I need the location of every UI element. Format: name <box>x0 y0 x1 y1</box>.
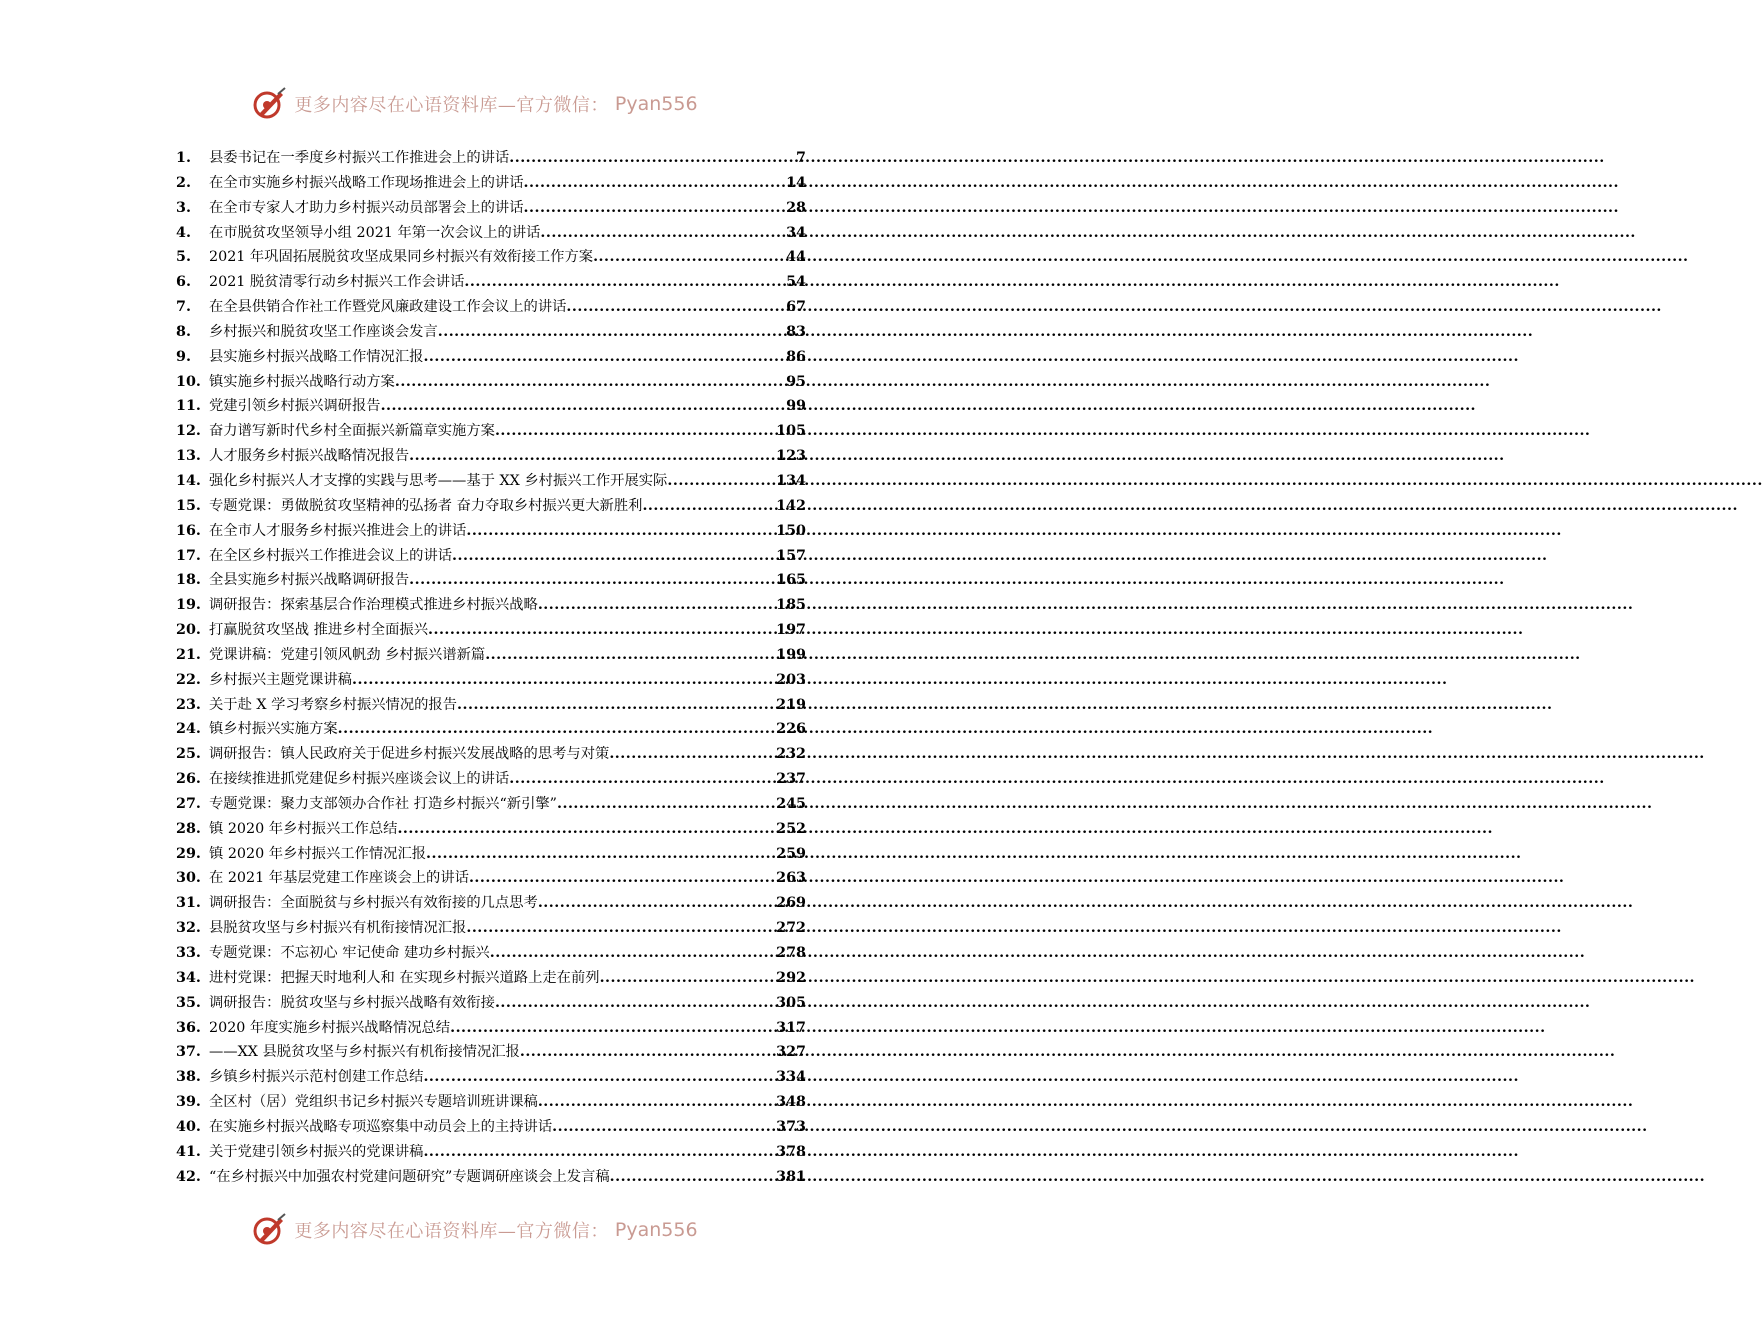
toc-entry[interactable] <box>176 568 806 593</box>
toc-entry[interactable] <box>176 792 806 817</box>
toc-page-number: 14 <box>786 174 806 191</box>
toc-number: 9. <box>176 348 191 365</box>
toc-leader <box>557 792 775 817</box>
toc-number: 20. <box>176 622 201 639</box>
toc-number: 28. <box>176 820 201 837</box>
toc-entry[interactable] <box>176 941 806 966</box>
toc-leader <box>352 668 775 693</box>
toc-page-number: 157 <box>776 547 806 564</box>
toc-leader <box>609 742 775 767</box>
toc-page-number: 150 <box>776 522 806 539</box>
toc-entry[interactable] <box>176 444 806 469</box>
toc-page-number: 203 <box>776 671 806 688</box>
toc-title: 在全县供销合作社工作暨党风廉政建设工作会议上的讲话 <box>209 299 567 316</box>
toc-title: 镇实施乡村振兴战略行动方案 <box>209 373 395 390</box>
toc-leader <box>438 320 785 345</box>
toc-page-number: 237 <box>776 771 806 788</box>
toc-title: 在全市实施乡村振兴战略工作现场推进会上的讲话 <box>209 174 524 191</box>
toc-number: 37. <box>176 1044 201 1061</box>
toc-entry[interactable] <box>176 643 806 668</box>
toc-entry[interactable] <box>176 717 806 742</box>
toc-number: 15. <box>176 497 201 514</box>
toc-number: 14. <box>176 472 201 489</box>
toc-title: “在乡村振兴中加强农村党建问题研究”专题调研座谈会上发言稿 <box>209 1168 610 1185</box>
toc-entry[interactable] <box>176 618 806 643</box>
toc-title: 镇 2020 年乡村振兴工作情况汇报 <box>209 845 427 862</box>
toc-number: 33. <box>176 945 201 961</box>
toc-number: 16. <box>176 522 201 539</box>
toc-entry[interactable] <box>176 171 806 196</box>
toc-page-number: 83 <box>786 323 806 340</box>
toc-entry[interactable] <box>176 221 806 246</box>
toc-leader <box>338 717 775 742</box>
toc-title: 在市脱贫攻坚领导小组 2021 年第一次会议上的讲话 <box>209 224 541 241</box>
toc-number: 21. <box>176 646 201 663</box>
pen-logo-icon <box>252 1212 288 1248</box>
toc-page-number: 378 <box>776 1143 806 1160</box>
toc-leader <box>538 593 775 618</box>
toc-title: 调研报告：全面脱贫与乡村振兴有效衔接的几点思考 <box>209 895 538 912</box>
toc-entry[interactable] <box>176 991 806 1016</box>
toc-title: 调研报告：探索基层合作治理模式推进乡村振兴战略 <box>209 597 538 614</box>
toc-title: 全区村（居）党组织书记乡村振兴专题培训班讲课稿 <box>209 1094 538 1111</box>
toc-page-number: 373 <box>776 1118 806 1135</box>
toc-page-number: 105 <box>776 423 806 440</box>
toc-entry[interactable] <box>176 842 806 867</box>
toc-leader <box>495 991 775 1016</box>
toc-leader <box>540 221 785 246</box>
toc-page-number: 44 <box>786 249 806 266</box>
toc-entry[interactable] <box>176 817 806 842</box>
toc-entry[interactable] <box>176 866 806 891</box>
toc-leader <box>423 345 785 370</box>
toc-title: 2021 年巩固拓展脱贫攻坚成果同乡村振兴有效衔接工作方案 <box>209 249 594 266</box>
toc-title: 2020 年度实施乡村振兴战略情况总结 <box>209 1019 451 1036</box>
toc-title: 强化乡村振兴人才支撑的实践与思考——基于 XX 乡村振兴工作开展实际 <box>209 472 668 489</box>
toc-number: 4. <box>176 224 191 241</box>
toc-number: 10. <box>176 373 201 390</box>
toc-entry[interactable] <box>176 295 806 320</box>
toc-page-number: 142 <box>776 497 806 514</box>
toc-entry[interactable] <box>176 469 806 494</box>
toc-title: 县脱贫攻坚与乡村振兴有机衔接情况汇报 <box>209 920 467 937</box>
toc-title: 关于赴 X 学习考察乡村振兴情况的报告 <box>209 696 458 713</box>
toc-leader <box>524 171 786 196</box>
watermark-bottom <box>0 1208 950 1252</box>
toc-entry[interactable] <box>176 1065 806 1090</box>
toc-title: 进村党课：把握天时地利人和 在实现乡村振兴道路上走在前列 <box>209 969 600 986</box>
toc-title: 在实施乡村振兴战略专项巡察集中动员会上的主持讲话 <box>209 1118 553 1135</box>
toc-page-number: 134 <box>776 472 806 489</box>
toc-title: 镇乡村振兴实施方案 <box>209 721 338 738</box>
toc-leader <box>520 1040 775 1065</box>
toc-title: 县委书记在一季度乡村振兴工作推进会上的讲话 <box>209 150 510 166</box>
toc-entry[interactable] <box>176 345 806 370</box>
toc-title: 奋力谱写新时代乡村全面振兴新篇章实施方案 <box>209 423 495 440</box>
toc-number: 39. <box>176 1094 201 1111</box>
toc-title: 打赢脱贫攻坚战 推进乡村全面振兴 <box>209 622 428 639</box>
toc-number: 32. <box>176 920 201 937</box>
toc-page-number: 232 <box>776 746 806 763</box>
toc-title: 乡镇乡村振兴示范村创建工作总结 <box>209 1069 424 1086</box>
toc-page-number: 67 <box>786 299 806 316</box>
toc-page-number: 95 <box>786 373 806 390</box>
toc-title: 党建引领乡村振兴调研报告 <box>209 398 381 415</box>
toc-leader <box>426 842 775 867</box>
toc-page-number: 34 <box>786 224 806 241</box>
toc-number: 11. <box>176 398 201 415</box>
toc-number: 18. <box>176 572 201 589</box>
toc-title: 关于党建引领乡村振兴的党课讲稿 <box>209 1143 424 1160</box>
toc-leader <box>490 941 775 966</box>
toc-title: 在接续推进抓党建促乡村振兴座谈会议上的讲话 <box>209 771 510 788</box>
toc-number: 5. <box>176 249 191 266</box>
toc-title: 党课讲稿：党建引领风帆劲 乡村振兴谱新篇 <box>209 646 486 663</box>
watermark-wechat-id: Pyan556 <box>614 93 698 115</box>
watermark-text: 更多内容尽在心语资料库—官方微信： <box>294 95 609 116</box>
toc-title: 人才服务乡村振兴战略情况报告 <box>209 448 410 465</box>
toc-page-number: 259 <box>776 845 806 862</box>
toc-entry[interactable] <box>176 146 806 171</box>
toc-number: 3. <box>176 199 191 216</box>
toc-leader <box>667 469 775 494</box>
toc-entry[interactable] <box>176 1090 806 1115</box>
toc-number: 24. <box>176 721 201 738</box>
toc-number: 13. <box>176 448 201 465</box>
toc-page-number: 7 <box>796 150 806 166</box>
toc-title: 专题党课：聚力支部领办合作社 打造乡村振兴“新引擎” <box>209 795 557 812</box>
toc-entry[interactable] <box>176 370 806 395</box>
toc-leader <box>600 966 776 991</box>
toc-entry[interactable] <box>176 270 806 295</box>
toc-page-number: 269 <box>776 895 806 912</box>
toc-title: 专题党课：不忘初心 牢记使命 建功乡村振兴 <box>209 945 490 961</box>
toc-title: 在全区乡村振兴工作推进会议上的讲话 <box>209 547 453 564</box>
toc-entry[interactable] <box>176 916 806 941</box>
toc-number: 31. <box>176 895 201 912</box>
toc-title: 县实施乡村振兴战略工作情况汇报 <box>209 348 424 365</box>
toc-page-number: 86 <box>786 348 806 365</box>
toc-number: 40. <box>176 1118 201 1135</box>
toc-entry[interactable] <box>176 245 806 270</box>
toc-leader <box>538 891 775 916</box>
toc-page-number: 381 <box>776 1168 806 1185</box>
toc-leader <box>466 519 775 544</box>
toc-leader <box>610 1165 776 1190</box>
toc-number: 30. <box>176 870 201 887</box>
toc-leader <box>395 370 785 395</box>
toc-page-number: 165 <box>776 572 806 589</box>
toc-leader <box>566 295 785 320</box>
toc-number: 19. <box>176 597 201 614</box>
toc-entry[interactable] <box>176 1016 806 1041</box>
toc-leader <box>469 866 775 891</box>
toc-entry[interactable] <box>176 1040 806 1065</box>
toc-number: 6. <box>176 274 191 291</box>
toc-page-number: 199 <box>776 646 806 663</box>
toc-entry[interactable] <box>176 196 806 221</box>
toc-number: 7. <box>176 299 191 316</box>
toc-leader <box>485 643 775 668</box>
watermark-text: 更多内容尽在心语资料库—官方微信： <box>294 1221 609 1242</box>
toc-title: 调研报告：脱贫攻坚与乡村振兴战略有效衔接 <box>209 994 495 1011</box>
toc-leader <box>495 419 775 444</box>
toc-entry[interactable] <box>176 767 806 792</box>
toc-title: 全县实施乡村振兴战略调研报告 <box>209 572 410 589</box>
toc-leader <box>409 568 775 593</box>
watermark-top <box>0 82 950 126</box>
toc-entry[interactable] <box>176 693 806 718</box>
toc-leader <box>409 444 775 469</box>
toc-entry[interactable] <box>176 1165 806 1190</box>
toc-entry[interactable] <box>176 593 806 618</box>
toc-number: 38. <box>176 1069 201 1086</box>
toc-title: 镇 2020 年乡村振兴工作总结 <box>209 820 398 837</box>
toc-page-number: 278 <box>776 945 806 961</box>
toc-title: 乡村振兴和脱贫攻坚工作座谈会发言 <box>209 323 438 340</box>
toc-title: 2021 脱贫清零行动乡村振兴工作会讲话 <box>209 274 465 291</box>
toc-page-number: 99 <box>786 398 806 415</box>
toc-leader <box>452 544 775 569</box>
toc-entry[interactable] <box>176 1115 806 1140</box>
toc-entry[interactable] <box>176 668 806 693</box>
toc-number: 35. <box>176 994 201 1011</box>
toc-page-number: 54 <box>786 274 806 291</box>
toc-entry[interactable] <box>176 394 806 419</box>
toc-entry[interactable] <box>176 1140 806 1165</box>
toc-title: 在 2021 年基层党建工作座谈会上的讲话 <box>209 870 469 887</box>
toc-entry[interactable] <box>176 544 806 569</box>
toc-entry[interactable] <box>176 419 806 444</box>
toc-number: 12. <box>176 423 201 440</box>
toc-page-number: 348 <box>776 1094 806 1111</box>
toc-page-number: 123 <box>776 448 806 465</box>
toc-page-number: 226 <box>776 721 806 738</box>
toc-leader <box>509 146 795 171</box>
toc-page-number: 252 <box>776 820 806 837</box>
toc-number: 27. <box>176 795 201 812</box>
toc-leader <box>381 394 786 419</box>
toc-title: 在全市人才服务乡村振兴推进会上的讲话 <box>209 522 467 539</box>
toc-title: 乡村振兴主题党课讲稿 <box>209 671 352 688</box>
toc-number: 22. <box>176 671 201 688</box>
toc-leader <box>524 196 786 221</box>
toc-number: 26. <box>176 771 201 788</box>
toc-leader <box>466 916 775 941</box>
toc-entry[interactable] <box>176 742 806 767</box>
toc-page-number: 185 <box>776 597 806 614</box>
toc-page-number: 219 <box>776 696 806 713</box>
table-of-contents <box>176 146 806 1189</box>
toc-number: 1. <box>176 150 191 166</box>
toc-number: 8. <box>176 323 191 340</box>
toc-number: 29. <box>176 845 201 862</box>
toc-number: 34. <box>176 969 201 986</box>
toc-page-number: 334 <box>776 1069 806 1086</box>
toc-page-number: 305 <box>776 994 806 1011</box>
toc-leader <box>593 245 785 270</box>
toc-leader <box>538 1090 775 1115</box>
toc-leader <box>428 618 775 643</box>
toc-entry[interactable] <box>176 494 806 519</box>
toc-leader <box>423 1065 775 1090</box>
toc-page-number: 317 <box>776 1019 806 1036</box>
toc-leader <box>552 1115 775 1140</box>
toc-number: 36. <box>176 1019 201 1036</box>
toc-number: 41. <box>176 1143 201 1160</box>
watermark-wechat-id: Pyan556 <box>614 1219 698 1241</box>
toc-entry[interactable] <box>176 966 806 991</box>
toc-leader <box>423 1140 775 1165</box>
toc-leader <box>450 1016 775 1041</box>
toc-page-number: 245 <box>776 795 806 812</box>
toc-leader <box>509 767 775 792</box>
toc-number: 17. <box>176 547 201 564</box>
toc-title: 在全市专家人才助力乡村振兴动员部署会上的讲话 <box>209 199 524 216</box>
toc-number: 42. <box>176 1168 201 1185</box>
toc-leader <box>457 693 775 718</box>
toc-page-number: 327 <box>776 1044 806 1061</box>
toc-page-number: 272 <box>776 920 806 937</box>
toc-leader <box>642 494 775 519</box>
toc-page-number: 28 <box>786 199 806 216</box>
toc-number: 2. <box>176 174 191 191</box>
toc-page-number: 263 <box>776 870 806 887</box>
toc-entry[interactable] <box>176 519 806 544</box>
toc-number: 25. <box>176 746 201 763</box>
toc-title: ——XX 县脱贫攻坚与乡村振兴有机衔接情况汇报 <box>209 1044 520 1061</box>
toc-leader <box>397 817 775 842</box>
toc-entry[interactable] <box>176 891 806 916</box>
pen-logo-icon <box>252 86 288 122</box>
toc-title: 专题党课：勇做脱贫攻坚精神的弘扬者 奋力夺取乡村振兴更大新胜利 <box>209 497 643 514</box>
toc-leader <box>464 270 785 295</box>
toc-number: 23. <box>176 696 201 713</box>
toc-page-number: 292 <box>776 969 806 986</box>
toc-entry[interactable] <box>176 320 806 345</box>
toc-title: 调研报告：镇人民政府关于促进乡村振兴发展战略的思考与对策 <box>209 746 610 763</box>
toc-page-number: 197 <box>776 622 806 639</box>
